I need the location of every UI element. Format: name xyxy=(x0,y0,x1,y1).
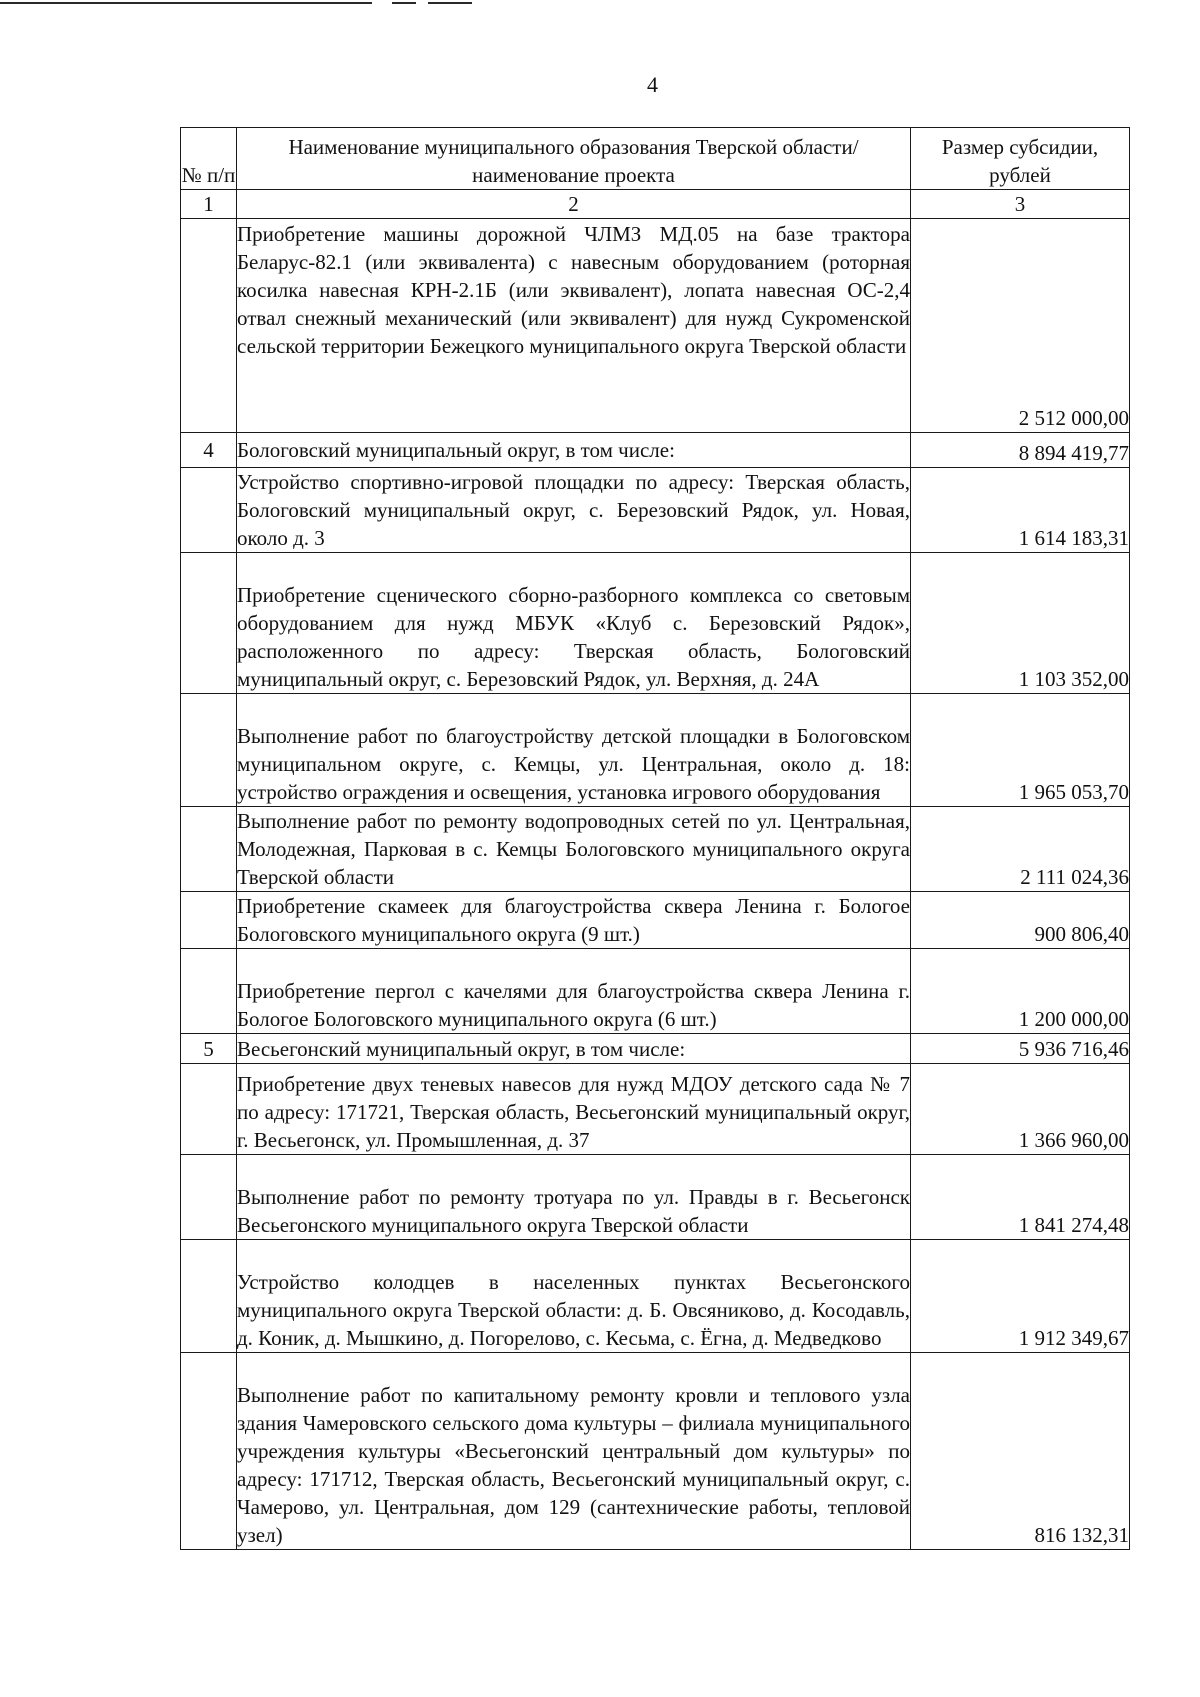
row-number xyxy=(181,1155,237,1240)
row-number xyxy=(181,219,237,433)
district-row xyxy=(181,433,1130,468)
subsidy-amount: 816 132,31 xyxy=(911,1353,1130,1550)
subsidy-amount: 1 841 274,48 xyxy=(911,1155,1130,1240)
header-name: Наименование муниципального образования Тверской области/наименование проекта xyxy=(237,128,911,190)
row-number xyxy=(181,892,237,949)
subsidy-amount: 1 200 000,00 xyxy=(911,949,1130,1034)
project-name: Приобретение пергол с качелями для благоустройства сквера Ленина г. Бологое Бологовского муниципального округа (6 шт.) xyxy=(237,949,911,1034)
subsidy-amount: 1 366 960,00 xyxy=(911,1064,1130,1155)
table-row xyxy=(181,892,1130,949)
subsidy-amount: 2 111 024,36 xyxy=(911,807,1130,892)
row-number xyxy=(181,553,237,694)
row-number: 4 xyxy=(181,433,237,468)
table-row xyxy=(181,219,1130,433)
column-index-row xyxy=(181,190,1130,219)
project-name: Устройство колодцев в населенных пунктах Весьегонского муниципального округа Тверской области: д. Б. Овсяниково, д. Косодавль, д. Коник, д. Мышкино, д. Погорелово, с. Кесьма, с. Ёгна, д. Медведково xyxy=(237,1240,911,1353)
scan-edge-line xyxy=(392,2,416,4)
row-number xyxy=(181,468,237,553)
district-name: Бологовский муниципальный округ, в том числе: xyxy=(237,433,911,468)
row-number xyxy=(181,1240,237,1353)
project-name: Выполнение работ по ремонту водопроводных сетей по ул. Центральная, Молодежная, Парковая в с. Кемцы Бологовского муниципального округа Тверской области xyxy=(237,807,911,892)
subsidy-amount: 1 912 349,67 xyxy=(911,1240,1130,1353)
table-row xyxy=(181,807,1130,892)
district-row xyxy=(181,1034,1130,1064)
project-name: Устройство спортивно-игровой площадки по адресу: Тверская область, Бологовский муниципальный округ, с. Березовский Рядок, ул. Новая, около д. 3 xyxy=(237,468,911,553)
row-number: 5 xyxy=(181,1034,237,1064)
project-name: Приобретение скамеек для благоустройства сквера Ленина г. Бологое Бологовского муниципального округа (9 шт.) xyxy=(237,892,911,949)
subsidy-table xyxy=(180,127,1130,1550)
header-row xyxy=(181,128,1130,190)
project-name: Приобретение сценического сборно-разборного комплекса со световым оборудованием для нужд МБУК «Клуб с. Березовский Рядок», расположенного по адресу: Тверская область, Бологовский муниципальный округ, с. Березовский Рядок, ул. Верхняя, д. 24А xyxy=(237,553,911,694)
table-row xyxy=(181,468,1130,553)
subsidy-amount: 2 512 000,00 xyxy=(911,219,1130,433)
subsidy-amount: 5 936 716,46 xyxy=(911,1034,1130,1064)
table-row xyxy=(181,553,1130,694)
table-row xyxy=(181,1155,1130,1240)
subsidy-amount: 900 806,40 xyxy=(911,892,1130,949)
column-index: 1 xyxy=(181,190,237,219)
scan-edge-line xyxy=(428,2,472,4)
scan-edge-line xyxy=(0,2,372,4)
subsidy-amount: 1 965 053,70 xyxy=(911,694,1130,807)
project-name: Выполнение работ по благоустройству детской площадки в Бологовском муниципальном округе, с. Кемцы, ул. Центральная, около д. 18: устройство ограждения и освещения, установка игрового оборудования xyxy=(237,694,911,807)
subsidy-amount: 1 614 183,31 xyxy=(911,468,1130,553)
project-name: Выполнение работ по ремонту тротуара по ул. Правды в г. Весьегонск Весьегонского муниципального округа Тверской области xyxy=(237,1155,911,1240)
project-name: Приобретение двух теневых навесов для нужд МДОУ детского сада № 7 по адресу: 171721, Тверская область, Весьегонский муниципальный округ, г. Весьегонск, ул. Промышленная, д. 37 xyxy=(237,1064,911,1155)
subsidy-amount: 1 103 352,00 xyxy=(911,553,1130,694)
table-row xyxy=(181,1240,1130,1353)
table-row xyxy=(181,694,1130,807)
table-row xyxy=(181,1064,1130,1155)
row-number xyxy=(181,694,237,807)
page-number: 4 xyxy=(647,72,658,97)
project-name: Выполнение работ по капитальному ремонту кровли и теплового узла здания Чамеровского сельского дома культуры – филиала муниципального учреждения культуры «Весьегонский центральный дом культуры» по адресу: 171712, Тверская область, Весьегонский муниципальный округ, с. Чамерово, ул. Центральная, дом 129 (сантехнические работы, тепловой узел) xyxy=(237,1353,911,1550)
row-number xyxy=(181,807,237,892)
header-number: № п/п xyxy=(181,128,237,190)
column-index: 2 xyxy=(237,190,911,219)
district-name: Весьегонский муниципальный округ, в том числе: xyxy=(237,1034,911,1064)
column-index: 3 xyxy=(911,190,1130,219)
project-name: Приобретение машины дорожной ЧЛМЗ МД.05 на базе трактора Беларус-82.1 (или эквивалента) с навесным оборудованием (роторная косилка навесная КРН-2.1Б (или эквивалент), лопата навесная ОС-2,4 отвал снежный механический (или эквивалент) для нужд Сукроменской сельской территории Бежецкого муниципального округа Тверской области xyxy=(237,219,911,433)
row-number xyxy=(181,1064,237,1155)
table-row xyxy=(181,949,1130,1034)
row-number xyxy=(181,949,237,1034)
table-row xyxy=(181,1353,1130,1550)
subsidy-amount: 8 894 419,77 xyxy=(911,433,1130,468)
header-amount: Размер субсидии, рублей xyxy=(911,128,1130,190)
row-number xyxy=(181,1353,237,1550)
